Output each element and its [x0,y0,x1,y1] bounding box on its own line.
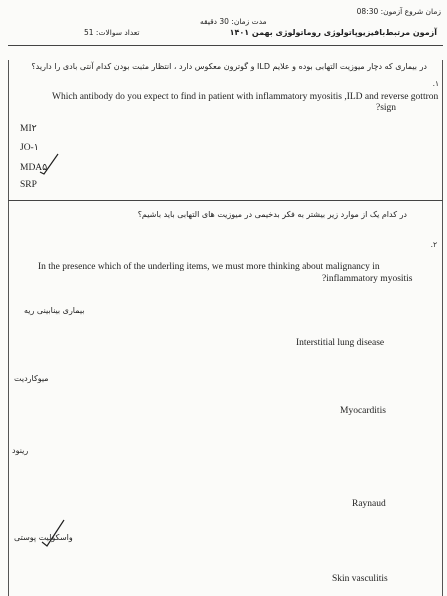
header-divider [8,45,443,46]
question-2-option-a-fa[interactable]: بیماری بینابینی ریه [24,306,85,315]
question-1-text-fa: در بیماری که دچار میوزیت التهابی بوده و علایم ILD و گوترون معکوس دارد ، انتظار مثبت بودن کدام آنتی بادی را دارید؟ [31,62,427,71]
question-1-option-a[interactable]: MI۲ [20,124,37,134]
exam-start-time: زمان شروع آزمون: 08:30 [356,7,441,16]
question-1-number: ۱. [432,79,439,88]
question-2-option-c-fa[interactable]: رینود [12,446,29,455]
exam-duration: مدت زمان: 30 دقیقه [200,17,267,26]
question-2-text-en: In the presence which of the underling items, we must more thinking about malignancy in [38,262,380,272]
question-1-option-b[interactable]: JO-۱ [20,143,39,153]
question-1-checkmark-icon [38,152,60,176]
right-border [442,60,443,596]
question-2-number: ۲. [430,240,437,249]
question-2-text-en-cont: ?inflammatory myositis [322,274,413,284]
left-border [8,60,9,596]
question-2-option-b-fa[interactable]: میوکاردیت [14,374,49,383]
question-2-option-d-en[interactable]: Skin vasculitis [332,574,388,584]
question-2-text-fa: در کدام یک از موارد زیر بیشتر به فکر بدخیمی در میوزیت های التهابی باید باشیم؟ [137,210,407,219]
question-1-text-en: Which antibody do you expect to find in patient with inflammatory myositis ,ILD and reverse gottron [52,92,439,102]
question-2-option-c-en[interactable]: Raynaud [352,499,386,509]
question-2-option-a-en[interactable]: Interstitial lung disease [296,338,385,348]
question-2-option-b-en[interactable]: Myocarditis [340,406,386,416]
question-divider [8,200,443,201]
question-2-option-d-fa[interactable]: واسکولیت پوستی [14,533,73,542]
question-1-text-en-cont: ?sign [376,103,397,113]
question-1-option-d[interactable]: SRP [20,180,37,190]
question-1-option-c[interactable]: MDA۵ [20,163,48,173]
exam-title: آزمون مرتبط‌بافیزیوپاتولوژی روماتولوژی بهمن ۱۴۰۱ [229,28,437,37]
question-count: تعداد سوالات: 51 [84,28,140,37]
